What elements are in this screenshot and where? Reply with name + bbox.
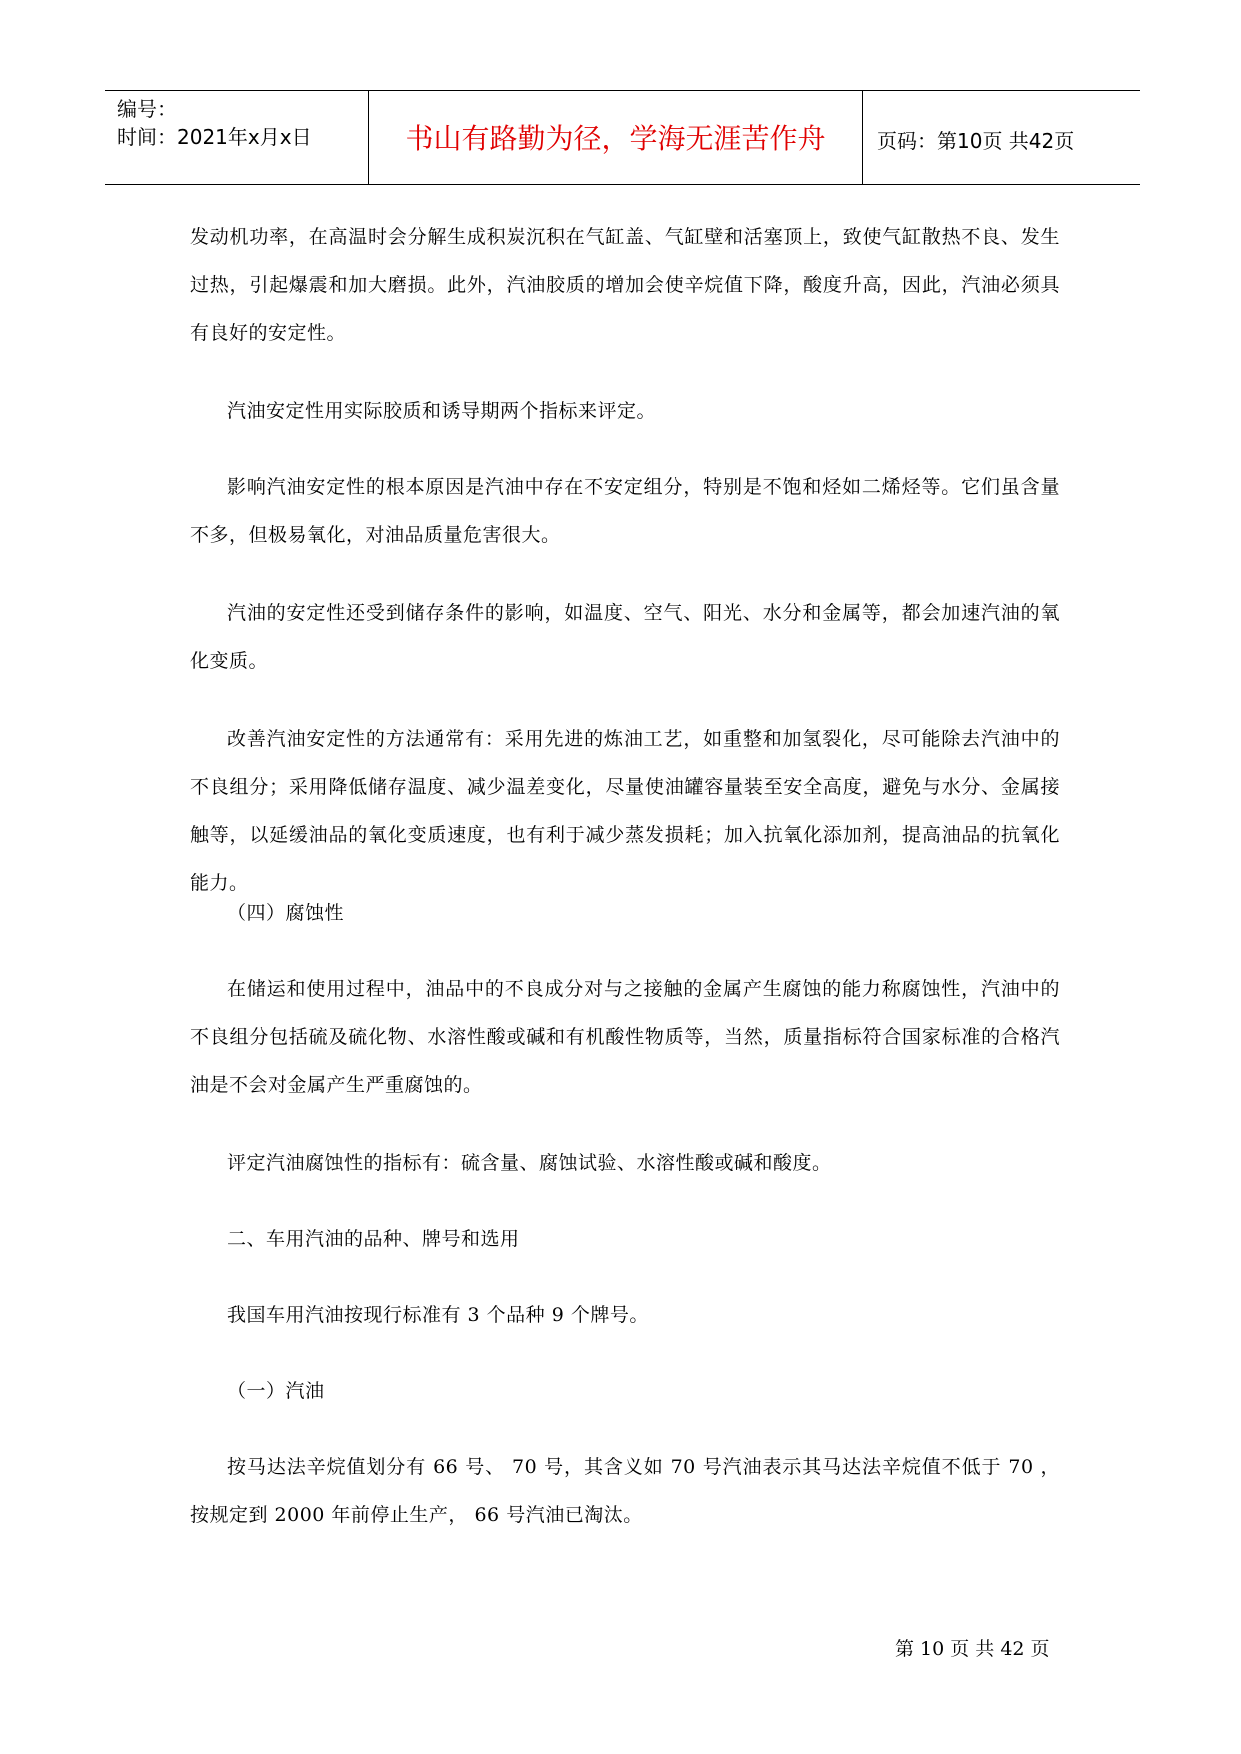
paragraph: 在储运和使用过程中，油品中的不良成分对与之接触的金属产生腐蚀的能力称腐蚀性，汽油中的不良组分包括硫及硫化物、水溶性酸或碱和有机酸性物质等，当然，质量指标符合国家标准的合格汽油是不会对金属产生严重腐蚀的。 xyxy=(190,978,1060,1096)
section-heading: （一）汽油 xyxy=(227,1380,325,1402)
time-line: 时间：2021年x月x日 xyxy=(117,125,312,149)
header-page-info: 页码：第10页 共42页 xyxy=(877,129,1075,153)
header-right-cell xyxy=(863,91,1140,184)
paragraph: 我国车用汽油按现行标准有 3 个品种 9 个牌号。 xyxy=(227,1304,649,1326)
header-middle-cell xyxy=(369,91,863,184)
paragraph: 影响汽油安定性的根本原因是汽油中存在不安定组分，特别是不饱和烃如二烯烃等。它们虽含量不多，但极易氧化，对油品质量危害很大。 xyxy=(190,476,1060,546)
page-footer: 第 10 页 共 42 页 xyxy=(895,1638,1050,1660)
paragraph: 按马达法辛烷值划分有 66 号、 70 号，其含义如 70 号汽油表示其马达法辛烷值不低于 70 ，按规定到 2000 年前停止生产， 66 号汽油已淘汰。 xyxy=(190,1456,1060,1526)
page-header xyxy=(105,90,1140,185)
section-heading: （四）腐蚀性 xyxy=(227,902,345,924)
header-left-cell xyxy=(105,91,369,184)
paragraph: 汽油的安定性还受到储存条件的影响，如温度、空气、阳光、水分和金属等，都会加速汽油的氧化变质。 xyxy=(190,602,1060,672)
paragraph: 评定汽油腐蚀性的指标有：硫含量、腐蚀试验、水溶性酸或碱和酸度。 xyxy=(227,1152,832,1174)
section-heading: 二、车用汽油的品种、牌号和选用 xyxy=(227,1228,520,1250)
serial-label: 编号： xyxy=(117,97,177,121)
header-motto: 书山有路勤为径，学海无涯苦作舟 xyxy=(405,122,826,155)
paragraph: 汽油安定性用实际胶质和诱导期两个指标来评定。 xyxy=(227,400,657,422)
paragraph-continuation: 发动机功率，在高温时会分解生成积炭沉积在气缸盖、气缸壁和活塞顶上，致使气缸散热不良、发生过热，引起爆震和加大磨损。此外，汽油胶质的增加会使辛烷值下降，酸度升高，因此，汽油必须具有良好的安定性。 xyxy=(190,226,1060,344)
paragraph: 改善汽油安定性的方法通常有：采用先进的炼油工艺，如重整和加氢裂化，尽可能除去汽油中的不良组分；采用降低储存温度、减少温差变化，尽量使油罐容量装至安全高度，避免与水分、金属接触等，以延缓油品的氧化变质速度，也有利于减少蒸发损耗；加入抗氧化添加剂，提高油品的抗氧化能力。 xyxy=(190,728,1060,894)
